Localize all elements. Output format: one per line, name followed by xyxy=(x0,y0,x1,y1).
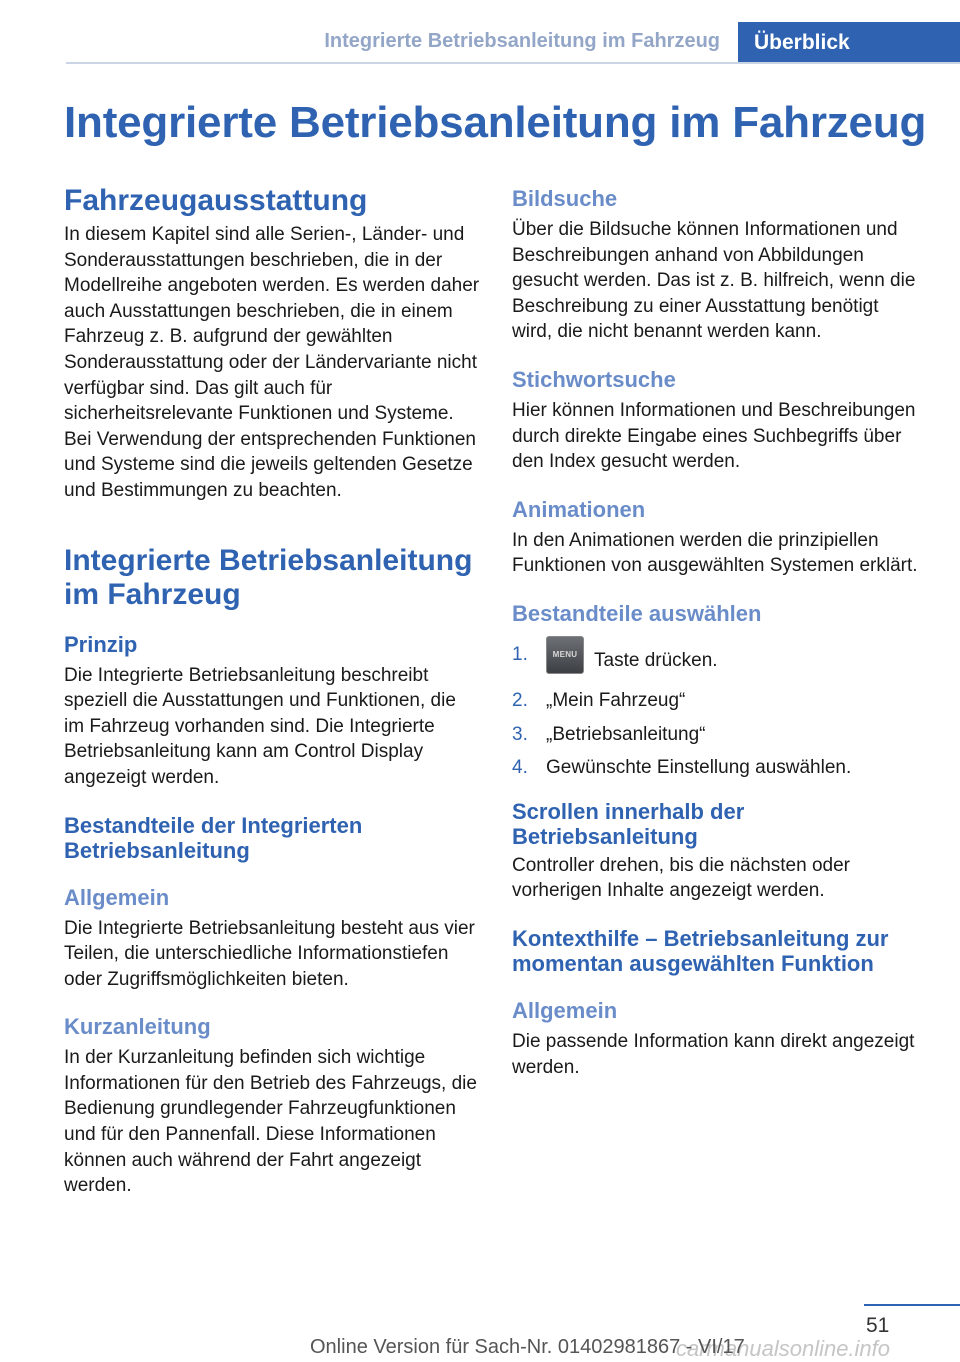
list-item xyxy=(512,688,922,714)
heading-allgemein-kontext: Allgemein xyxy=(512,997,618,1023)
heading-bildsuche: Bildsuche xyxy=(512,186,618,211)
step-text: „Betriebsanleitung“ xyxy=(546,723,706,745)
list-item xyxy=(512,722,922,748)
heading-animationen: Animationen xyxy=(512,496,646,522)
steps-list xyxy=(512,642,922,781)
heading-integrierte-betriebsanleitung: Integrierte Betriebsanleitung im Fahrzeug xyxy=(64,543,473,611)
step-number: 3. xyxy=(512,723,528,745)
heading-bestandteile-auswaehlen: Bestandteile auswählen xyxy=(512,600,762,626)
step-number: 4. xyxy=(512,757,528,779)
heading-fahrzeugausstattung: Fahrzeugausstattung xyxy=(64,184,368,217)
header-divider xyxy=(66,62,960,64)
heading-prinzip: Prinzip xyxy=(64,631,138,657)
right-column xyxy=(512,186,922,1080)
text-allgemein: Die Integrierte Betriebsanleitung besteht aus vier Teilen, die unterschiedliche Informationstiefen oder Zugriffsmöglichkeiten bieten. xyxy=(64,917,475,990)
text-animationen: In den Animationen werden die prinzipiellen Funktionen von ausgewählten Systemen erklärt. xyxy=(512,529,918,577)
text-kurzanleitung: In der Kurzanleitung befinden sich wichtige Informationen für den Betrieb des Fahrzeugs, die Bedienung grundlegender Fahrzeugfunktionen und für den Pannenfall. Diese Informationen können auch während der Fahrt angezeigt werden. xyxy=(64,1047,477,1197)
text-allgemein-kontext: Die passende Information kann direkt angezeigt werden. xyxy=(512,1030,915,1078)
heading-scrollen: Scrollen innerhalb der Betriebsanleitung xyxy=(512,798,745,849)
step-number: 1. xyxy=(512,643,528,665)
section-tab[interactable]: Überblick xyxy=(738,22,960,64)
menu-button-icon: MENU xyxy=(546,636,584,674)
heading-allgemein: Allgemein xyxy=(64,884,170,910)
text-prinzip: Die Integrierte Betriebsanleitung beschreibt speziell die Ausstattungen und Funktionen, die im Fahrzeug vorhanden sind. Die Integrierte Betriebsanleitung kann am Control Display angezeigt werden. xyxy=(64,664,456,788)
running-title: Integrierte Betriebsanleitung im Fahrzeug xyxy=(324,30,720,52)
online-version-note: Online Version für Sach-Nr. 01402981867 - VI/17 xyxy=(310,1336,745,1358)
step-text: Gewünschte Einstellung auswählen. xyxy=(546,757,852,779)
page-number: 51 xyxy=(866,1314,890,1337)
list-item xyxy=(512,755,922,781)
heading-bestandteile: Bestandteile der Integrierten Betriebsanleitung xyxy=(64,812,363,863)
text-fahrzeugausstattung: In diesem Kapitel sind alle Serien-, Länder- und Sonderausstattungen beschrieben, die in der Modellreihe angeboten werden. Es werden daher auch Ausstattungen beschrieben, die in einem Fahrzeug z. B. aufgrund der gewählten Sonderausstattung oder der Ländervariante nicht verfügbar sind. Das gilt auch für sicherheitsrelevante Funktionen und Systeme. Bei Verwendung der entsprechenden Funktionen und Systeme sind die jeweils geltenden Gesetze und Bestimmungen zu beachten. xyxy=(64,224,480,501)
footer-divider xyxy=(864,1304,960,1306)
list-item xyxy=(512,642,922,680)
page-title: Integrierte Betriebsanleitung im Fahrzeug xyxy=(64,98,927,147)
step-text: Taste drücken. xyxy=(594,649,718,671)
heading-kurzanleitung: Kurzanleitung xyxy=(64,1014,211,1040)
step-number: 2. xyxy=(512,689,528,711)
text-scrollen: Controller drehen, bis die nächsten oder vorherigen Inhalte angezeigt werden. xyxy=(512,854,850,902)
heading-kontexthilfe: Kontexthilfe – Betriebsanleitung zur momentan ausgewählten Funktion xyxy=(512,925,889,976)
watermark: carmanualsonline.info xyxy=(676,1336,891,1361)
heading-stichwortsuche: Stichwortsuche xyxy=(512,366,676,392)
text-bildsuche: Über die Bildsuche können Informationen und Beschreibungen anhand von Abbildungen gesucht werden. Das ist z. B. hilfreich, wenn die Beschreibung zu einer Ausstattung benötigt wird, die nicht benannt werden kann. xyxy=(512,219,916,343)
text-stichwortsuche: Hier können Informationen und Beschreibungen durch direkte Eingabe eines Suchbegriffs über den Index gesucht werden. xyxy=(512,399,916,473)
step-text: „Mein Fahrzeug“ xyxy=(546,689,686,711)
left-column xyxy=(64,184,480,1199)
